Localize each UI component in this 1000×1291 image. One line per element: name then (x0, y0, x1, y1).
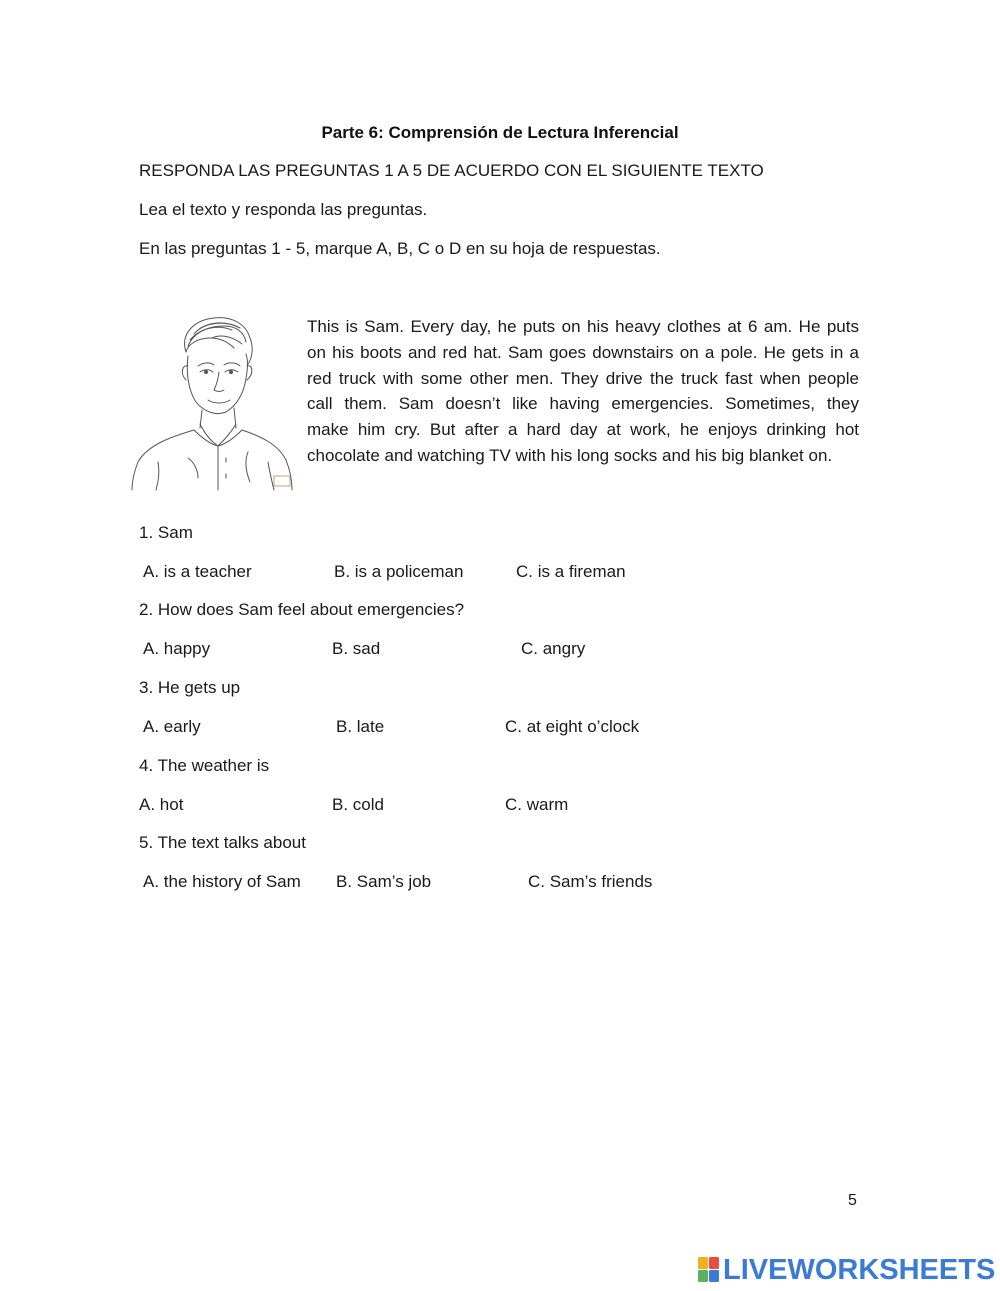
page-number: 5 (848, 1192, 857, 1209)
question-4: 4. The weather is (139, 756, 270, 775)
question-4-option-a[interactable]: A. hot (139, 795, 184, 814)
instruction-line-1: RESPONDA LAS PREGUNTAS 1 A 5 DE ACUERDO CON EL SIGUIENTE TEXTO (139, 161, 764, 180)
instruction-line-3: En las preguntas 1 - 5, marque A, B, C o D en su hoja de respuestas. (139, 239, 661, 258)
reading-passage (307, 314, 859, 469)
question-3-option-b[interactable]: B. late (336, 717, 385, 736)
question-2-option-c[interactable]: C. angry (521, 639, 586, 658)
question-3: 3. He gets up (139, 678, 241, 697)
question-5: 5. The text talks about (139, 833, 306, 852)
question-3-option-c[interactable]: C. at eight o’clock (505, 717, 640, 736)
question-3-option-a[interactable]: A. early (143, 717, 201, 736)
passage-line: red truck with some other men. They drive the truck fast when people (307, 368, 859, 388)
question-2-option-b[interactable]: B. sad (332, 639, 381, 658)
question-5-option-c[interactable]: C. Sam’s friends (528, 872, 653, 891)
passage-line: call them. Sam doesn’t like having emergencies. Sometimes, they (307, 394, 859, 414)
question-1-option-b[interactable]: B. is a policeman (334, 562, 464, 581)
liveworksheets-brand[interactable] (697, 1253, 995, 1287)
instruction-line-2: Lea el texto y responda las preguntas. (139, 200, 428, 219)
page-title: Parte 6: Comprensión de Lectura Inferencial (321, 123, 679, 142)
liveworksheets-logo-icon (697, 1256, 721, 1284)
question-4-option-c[interactable]: C. warm (505, 795, 569, 814)
passage-line: make him cry. But after a hard day at work, he enjoys drinking hot (307, 420, 859, 440)
question-5-option-a[interactable]: A. the history of Sam (143, 872, 301, 891)
question-4-option-b[interactable]: B. cold (332, 795, 384, 814)
passage-line: This is Sam. Every day, he puts on his heavy clothes at 6 am. He puts (307, 317, 859, 336)
brand-name: LIVEWORKSHEETS (723, 1253, 996, 1286)
man-portrait-sketch-icon (128, 312, 294, 492)
passage-line: on his boots and red hat. Sam goes downstairs on a pole. He gets in a (307, 342, 859, 362)
question-5-option-b[interactable]: B. Sam’s job (336, 872, 432, 891)
question-1-option-c[interactable]: C. is a fireman (516, 562, 626, 581)
question-2: 2. How does Sam feel about emergencies? (139, 600, 465, 619)
question-2-option-a[interactable]: A. happy (143, 639, 211, 658)
passage-line: chocolate and watching TV with his long socks and his big blanket on. (307, 445, 833, 465)
question-1: 1. Sam (139, 523, 193, 542)
question-1-option-a[interactable]: A. is a teacher (143, 562, 252, 581)
